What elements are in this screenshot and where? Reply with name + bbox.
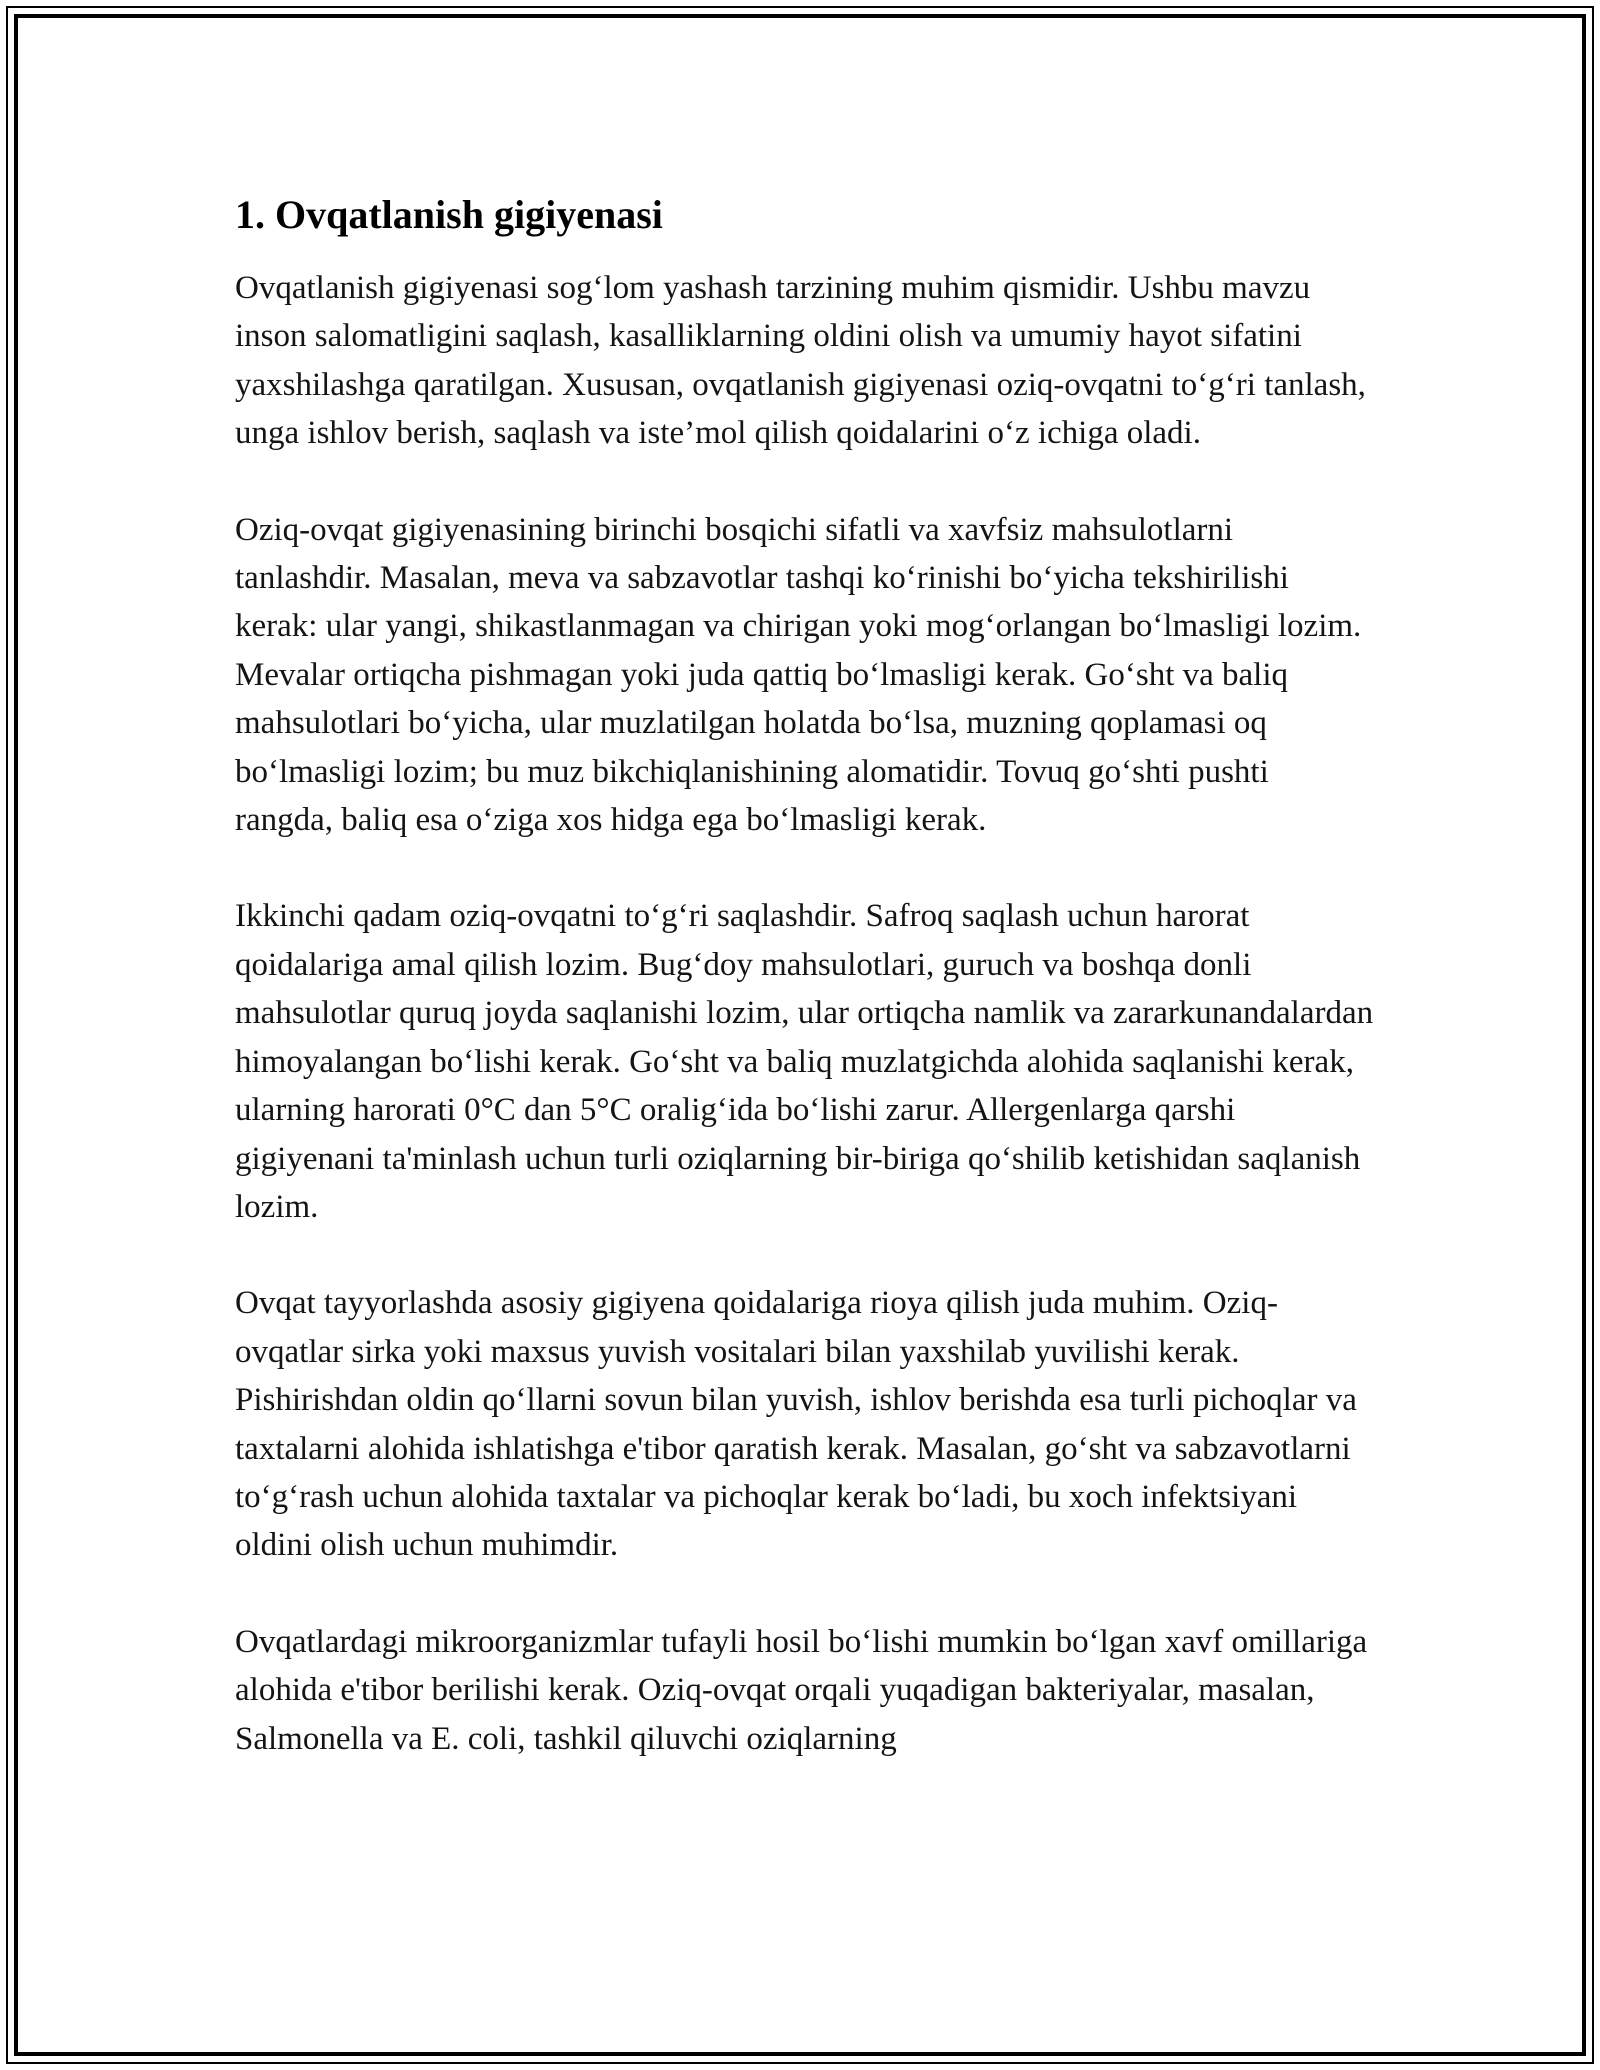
paragraph-selection: Oziq-ovqat gigiyenasining birinchi bosqichi sifatli va xavfsiz mahsulotlarni tanlashdir. Masalan, meva va sabzavotlar tashqi ko‘rinishi bo‘yicha tekshirilishi kerak: ular yangi, shikastlanmagan va chirigan yoki mog‘orlangan bo‘lmasligi lozim. Mevalar ortiqcha pishmagan yoki juda qattiq bo‘lmasligi kerak. Go‘sht va baliq mahsulotlari bo‘yicha, ular muzlatilgan holatda bo‘lsa, muzning qoplamasi oq bo‘lmasligi lozim; bu muz bikchiqlanishining alomatidir. Tovuq go‘shti pushti rangda, baliq esa o‘ziga xos hidga ega bo‘lmasligi kerak. <box>235 511 1362 839</box>
paragraph-microorganisms: Ovqatlardagi mikroorganizmlar tufayli hosil bo‘lishi mumkin bo‘lgan xavf omillariga alohida e'tibor berilishi kerak. Oziq-ovqat orqali yuqadigan bakteriyalar, masalan, Salmonella va E. coli, tashkil qiluvchi oziqlarning <box>235 1623 1368 1757</box>
section-heading: 1. Ovqatlanish gigiyenasi <box>235 192 663 237</box>
document-body <box>235 186 1375 1763</box>
paragraph-preparation: Ovqat tayyorlashda asosiy gigiyena qoidalariga rioya qilish juda muhim. Oziq-ovqatlar sirka yoki maxsus yuvish vositalari bilan yaxshilab yuvilishi kerak. Pishirishdan oldin qo‘llarni sovun bilan yuvish, ishlov berishda esa turli pichoqlar va taxtalarni alohida ishlatishga e'tibor qaratish kerak. Masalan, go‘sht va sabzavotlarni to‘g‘rash uchun alohida taxtalar va pichoqlar kerak bo‘ladi, bu xoch infektsiyani oldini olish uchun muhimdir. <box>235 1285 1357 1564</box>
paragraph-intro: Ovqatlanish gigiyenasi sog‘lom yashash tarzining muhim qismidir. Ushbu mavzu inson salomatligini saqlash, kasalliklarning oldini olish va umumiy hayot sifatini yaxshilashga qaratilgan. Xususan, ovqatlanish gigiyenasi oziq-ovqatni to‘g‘ri tanlash, unga ishlov berish, saqlash va iste’mol qilish qoidalarini o‘z ichiga oladi. <box>235 270 1366 452</box>
paragraph-storage: Ikkinchi qadam oziq-ovqatni to‘g‘ri saqlashdir. Safroq saqlash uchun harorat qoidalariga amal qilish lozim. Bug‘doy mahsulotlari, guruch va boshqa donli mahsulotlar quruq joyda saqlanishi lozim, ular ortiqcha namlik va zararkunandalardan himoyalangan bo‘lishi kerak. Go‘sht va baliq muzlatgichda alohida saqlanishi kerak, ularning harorati 0°C dan 5°C oralig‘ida bo‘lishi zarur. Allergenlarga qarshi gigiyenani ta'minlash uchun turli oziqlarning bir-biriga qo‘shilib ketishidan saqlanish lozim. <box>235 898 1374 1225</box>
